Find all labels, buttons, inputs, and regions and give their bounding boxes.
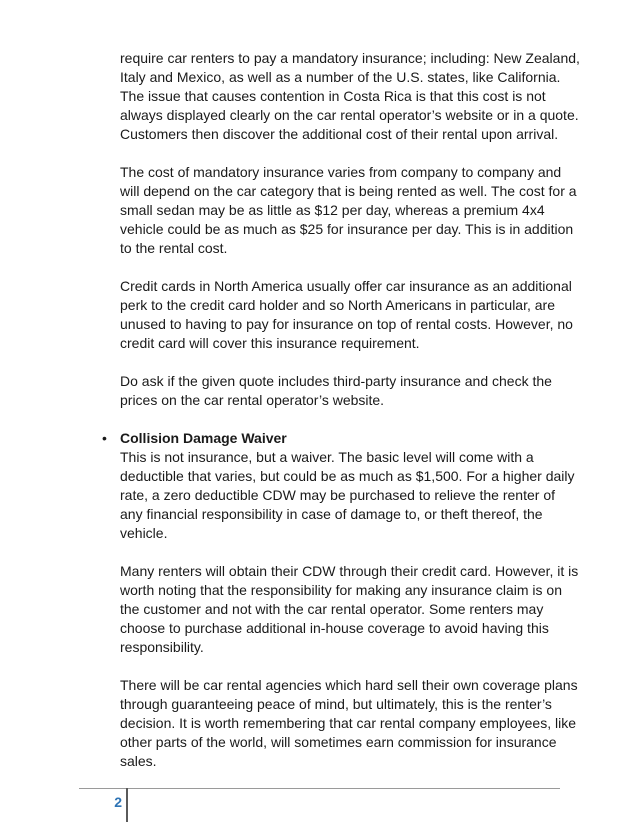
bullet-marker: • — [102, 430, 107, 446]
body-paragraph: Do ask if the given quote includes third-party insurance and check the prices on the car rental operator’s website. — [120, 373, 552, 408]
body-paragraph: The cost of mandatory insurance varies from company to company and will depend on the car category that is being rented as well. The cost for a small sedan may be as little as $12 per day, whereas a premium 4x4 vehicle could be as much as $25 for insurance per day. This is in addition to the rental cost. — [120, 164, 577, 256]
bullet-paragraph: Many renters will obtain their CDW through their credit card. However, it is worth noting that the responsibility for making any insurance claim is on the customer and not with the car rental operator. Some renters may choose to purchase additional in-house coverage to avoid having this responsibility. — [120, 563, 579, 655]
footer-divider — [126, 788, 128, 822]
body-paragraph: require car renters to pay a mandatory insurance; including: New Zealand, Italy and Mexico, as well as a number of the U.S. states, like California. The issue that causes contention in Costa Rica is that this cost is not always displayed clearly on the car rental operator’s website or in a quote. Customers then discover the additional cost of their rental upon arrival. — [120, 50, 580, 142]
page-body — [102, 49, 580, 790]
bullet-heading: Collision Damage Waiver — [120, 430, 287, 446]
bullet-paragraph: This is not insurance, but a waiver. The basic level will come with a deductible that varies, but could be as much as $1,500. For a higher daily rate, a zero deductible CDW may be purchased to relieve the renter of any financial responsibility in case of damage to, or theft thereof, the vehicle. — [120, 449, 575, 541]
body-paragraph: Credit cards in North America usually offer car insurance as an additional perk to the credit card holder and so North Americans in particular, are unused to having to pay for insurance on top of rental costs. However, no credit card will cover this insurance requirement. — [120, 278, 573, 351]
footer-rule — [79, 788, 560, 789]
page-number: 2 — [114, 794, 122, 810]
bullet-section-cdw — [102, 429, 580, 771]
bullet-paragraph: There will be car rental agencies which hard sell their own coverage plans through guaranteeing peace of mind, but ultimately, this is the renter’s decision. It is worth remembering that car rental company employees, like other parts of the world, will sometimes earn commission for insurance sales. — [120, 677, 578, 769]
